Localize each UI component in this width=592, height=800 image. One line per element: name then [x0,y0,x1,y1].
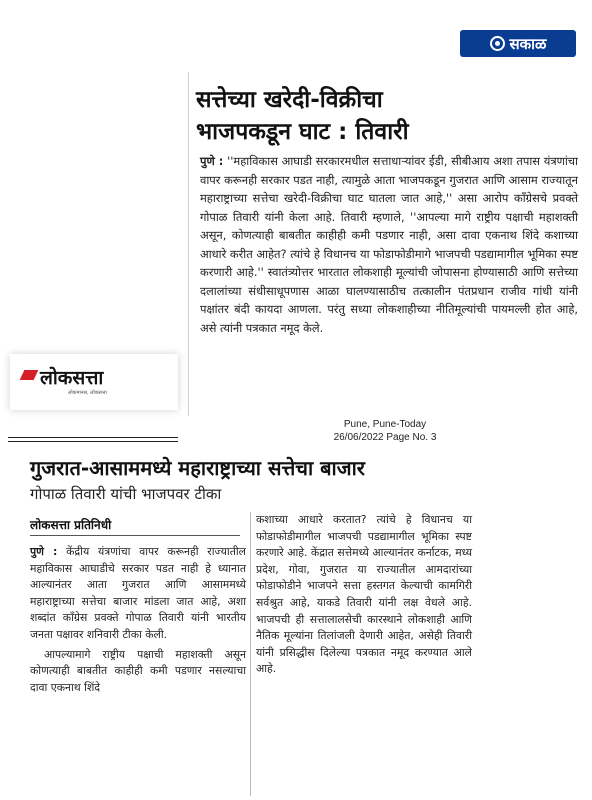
sakal-emblem-icon [490,36,505,51]
sakal-source-info [300,418,470,444]
loksatta-column-1 [30,544,246,696]
sakal-headline-line1: सत्तेच्या खरेदी-विक्रीचा [196,87,383,113]
loksatta-logo-mark-icon [20,370,39,380]
divider-rule [8,437,178,438]
loksatta-column-2 [256,512,472,678]
byline-rule [30,535,240,536]
loksatta-col1-paragraph-1 [30,544,246,644]
sakal-article-body [200,152,578,337]
loksatta-logo-text: लोकसत्ता [40,367,104,389]
loksatta-col1-text-1: केंद्रीय यंत्रणांचा वापर करूनही राज्यातील महाविकास आघाडीचे सरकार पडत नाही हे ध्यानात आल्यानंतर आता गुजरात आणि आसाममध्ये महाराष्ट्राच्या सत्तेचा बाजार मांडला जात आहे, अशा शब्दांत काँग्रेस प्रवक्ते गोपाळ तिवारी यांनी भारतीय जनता पक्षावर शनिवारी टीका केली. [30,545,247,641]
loksatta-dateline: पुणे : [30,545,58,558]
sakal-headline-line2: भाजपकडून घाट : तिवारी [196,119,409,145]
loksatta-byline: लोकसत्ता प्रतिनिधी [30,518,112,532]
loksatta-subheadline: गोपाळ तिवारी यांची भाजपवर टीका [30,485,222,503]
loksatta-logo [10,354,178,410]
loksatta-logo-tagline: लोकमानस, लोकसत्ता [68,390,107,396]
loksatta-headline: गुजरात-आसाममध्ये महाराष्ट्राच्या सत्तेचा बाजार [30,456,365,480]
sakal-article-text: ''महाविकास आघाडी सरकारमधील सत्ताधाऱ्यांवर ईडी, सीबीआय अशा तपास यंत्रणांचा वापर करूनही सरकार पडत नाही, त्यामुळे आता भाजपकडून गुजरात आणि आसाम राज्यातून महाराष्ट्राच्या सत्तेचा खरेदी-विक्रीचा घाट घातला जात आहे,'' असा आरोप काँग्रेसचे प्रवक्ते गोपाळ तिवारी यांनी केला आहे. तिवारी म्हणाले, ''आपल्या मागे राष्ट्रीय पक्षाची महाशक्ती असून, कोणत्याही बाबतीत काहीही कमी पडणार नाही, असा दावा एकनाथ शिंदे कशाच्या आधारे करीत आहेत? त्यांचे हे विधानच या फोडाफोडीमागे भाजपची पडद्यामागील भूमिका स्पष्ट करणारी आहे.'' स्वातंत्र्योत्तर भारतात लोकशाही मूल्यांची जोपासना होण्यासाठी आणि सत्तेच्या दलालांच्या संधीसाधूपणास आळा घालण्यासाठीच तत्कालीन पंतप्रधान राजीव गांधी यांनी पक्षांतर बंदी कायदा आणला. परंतु सध्या लोकशाहीच्या नीतिमूल्यांची पायमल्ली होत आहे, असे त्यांनी पत्रकात नमूद केले. [200,154,579,335]
divider-rule [8,441,178,442]
sakal-source-date-page: 26/06/2022 Page No. 3 [333,432,437,443]
sakal-logo-text: सकाळ [509,34,547,53]
sakal-dateline: पुणे : [200,154,224,168]
loksatta-col2-paragraph-1: कशाच्या आधारे करतात? त्यांचे हे विधानच या फोडाफोडीमागील भाजपची पडद्यामागील भूमिका स्पष्ट करणारे आहे. केंद्रात सत्तेमध्ये आल्यानंतर कर्नाटक, मध्य प्रदेश, गोवा, गुजरात या राज्यातील आमदारांच्या फोडाफोडीने भाजपने सत्ता हस्तगत केल्याची कामगिरी सर्वश्रुत आहे, याकडे तिवारी यांनी लक्ष वेधले आहे. भाजपची ही सत्तालालसेची कारस्थाने लोकशाही आणि नैतिक मूल्यांना तिलांजली देणारी आहेत, असेही तिवारी यांनी प्रसिद्धीस दिलेल्या पत्रकात नमूद करण्यात आले आहे. [256,513,472,676]
sakal-source-edition: Pune, Pune-Today [343,419,427,430]
loksatta-col1-paragraph-2: आपल्यामागे राष्ट्रीय पक्षाची महाशक्ती असून कोणत्याही बाबतीत काहीही कमी पडणार नसल्याचा दावा एकनाथ शिंदे [30,647,246,694]
sakal-logo [460,30,576,57]
column-divider [250,512,251,796]
